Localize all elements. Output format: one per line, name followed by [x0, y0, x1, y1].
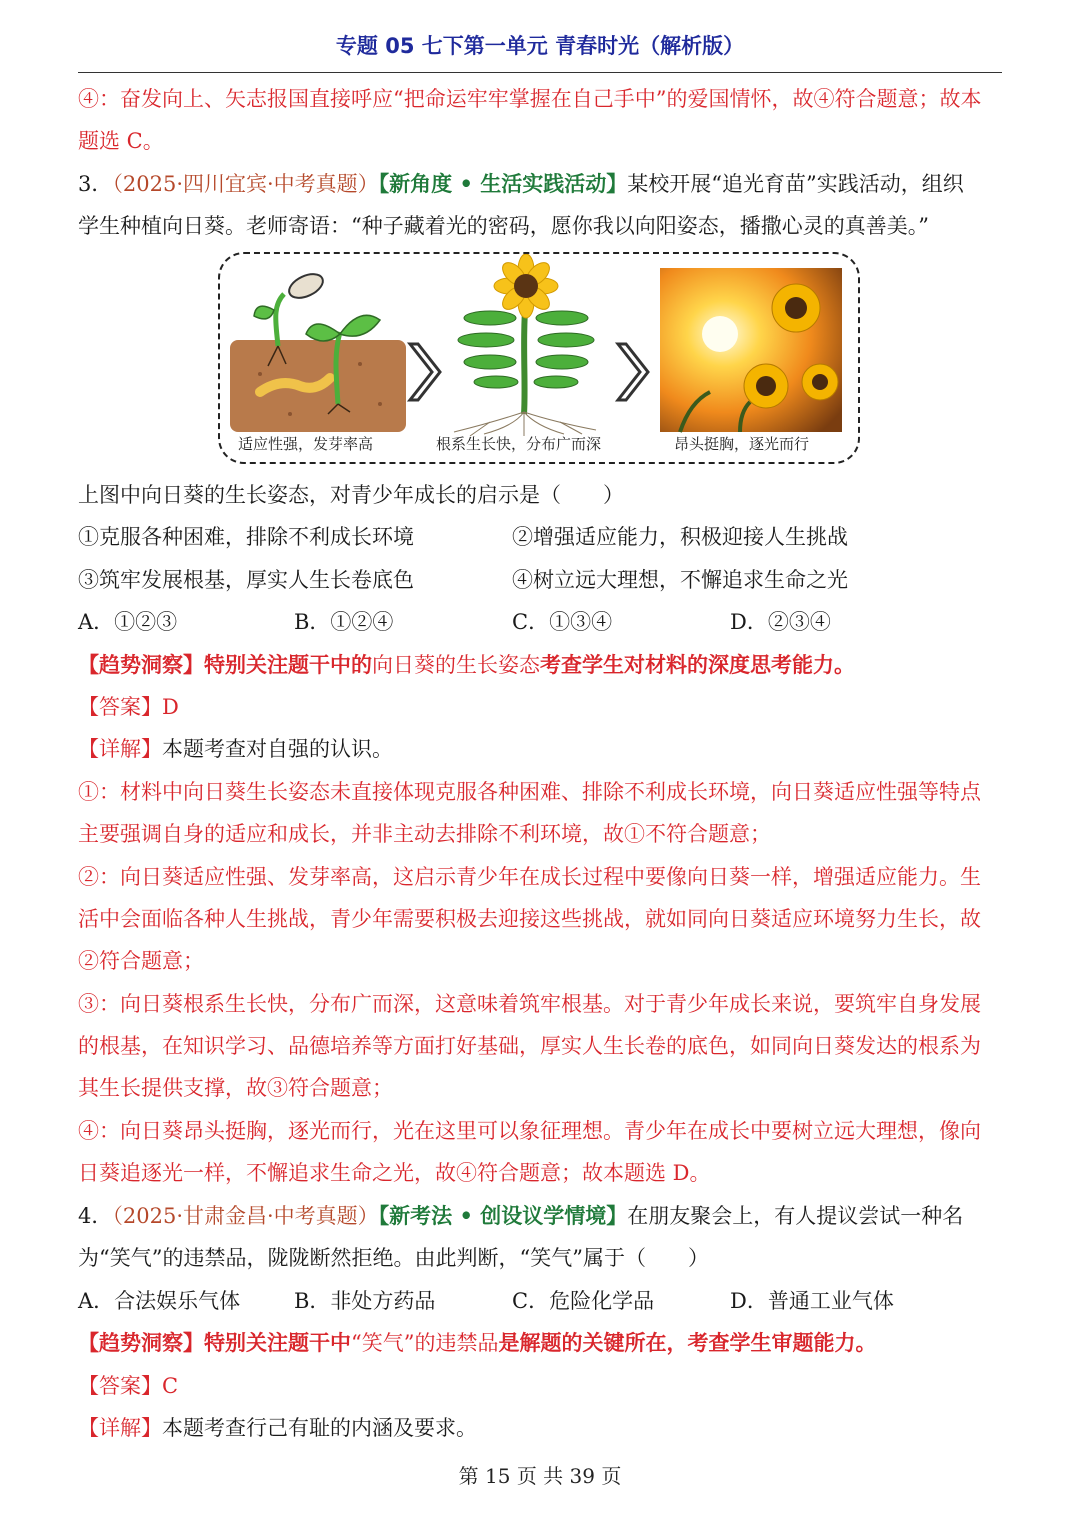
figure-caption-1: 适应性强，发芽率高 — [238, 435, 374, 453]
trend-text: 是解题的关键所在，考查学生审题能力。 — [498, 1330, 877, 1355]
q4-option-c: C．危险化学品 — [512, 1289, 655, 1313]
figure-caption-2: 根系生长快，分布广而深 — [436, 435, 602, 453]
answer-label: 【答案】 — [78, 695, 162, 719]
sunflower-illustration — [220, 254, 858, 462]
prev-explain-line: 题选 C。 — [78, 129, 164, 153]
q3-statement-1: ①克服各种困难，排除不利成长环境 — [78, 525, 414, 549]
q4-number: 4． — [78, 1204, 113, 1228]
header-rule — [78, 72, 1002, 73]
q3-explain-line: ①：材料中向日葵生长姿态未直接体现克服各种困难、排除不利成长环境，向日葵适应性强等特点 — [78, 780, 981, 804]
q3-statement-4: ④树立远大理想，不懈追求生命之光 — [512, 568, 848, 592]
q3-option-b: B．①②④ — [294, 610, 394, 634]
q3-explain-line: 活中会面临各种人生挑战，青少年需要积极去迎接这些挑战，就如同向日葵适应环境努力生长，故 — [78, 907, 981, 931]
q3-explain-line: 主要强调自身的适应和成长，并非主动去排除不利环境，故①不符合题意； — [78, 822, 771, 846]
trend-key: 向日葵的生长姿态 — [372, 653, 540, 677]
q3-trend — [78, 650, 1008, 680]
q4-trend — [78, 1328, 1008, 1358]
answer-label: 【答案】 — [78, 1374, 162, 1398]
q3-tag: 【新角度 • 生活实践活动】 — [378, 171, 628, 196]
q3-explain-line: ②符合题意； — [78, 949, 204, 973]
q3-statement-2: ②增强适应能力，积极迎接人生挑战 — [512, 525, 848, 549]
page-number: 第 15 页 共 39 页 — [458, 1464, 622, 1488]
q4-source: （2025·甘肃金昌·中考真题） — [112, 1204, 379, 1228]
arrow-icon — [410, 344, 440, 400]
detail-label: 【详解】 — [78, 737, 162, 761]
detail-text: 本题考查行己有耻的内涵及要求。 — [162, 1416, 477, 1440]
q4-option-b: B．非处方药品 — [294, 1289, 436, 1313]
q3-question: 上图中向日葵的生长姿态，对青少年成长的启示是（ ） — [78, 483, 624, 507]
trend-label: 【趋势洞察】 — [78, 652, 204, 677]
q3-detail — [78, 734, 1008, 764]
q4-option-d: D．普通工业气体 — [730, 1289, 894, 1313]
trend-text: 特别关注题干中的 — [204, 652, 372, 677]
q3-stem-line2: 学生种植向日葵。老师寄语：“种子藏着光的密码，愿你我以向阳姿态，播撒心灵的真善美。” — [78, 214, 929, 238]
q3-stem-text: 某校开展“追光育苗”实践活动，组织 — [627, 172, 964, 196]
q4-stem — [78, 1201, 1008, 1231]
q3-explain-line: 日葵追逐光一样，不懈追求生命之光，故④符合题意；故本题选 D。 — [78, 1161, 711, 1185]
q4-option-a: A．合法娱乐气体 — [78, 1289, 241, 1313]
q3-option-a: A．①②③ — [78, 610, 178, 634]
q3-source: （2025·四川宜宾·中考真题） — [112, 172, 379, 196]
q4-stem-text: 在朋友聚会上，有人提议尝试一种名 — [627, 1204, 964, 1228]
trend-text: 考查学生对材料的深度思考能力。 — [540, 652, 855, 677]
q4-tag: 【新考法 • 创设议学情境】 — [378, 1203, 628, 1228]
q3-option-c: C．①③④ — [512, 610, 613, 634]
figure-caption-3: 昂头挺胸，逐光而行 — [674, 435, 810, 453]
trend-label: 【趋势洞察】 — [78, 1330, 204, 1355]
q3-option-d: D．②③④ — [730, 610, 831, 634]
q3-explain-line: ④：向日葵昂头挺胸，逐光而行，光在这里可以象征理想。青少年在成长中要树立远大理想，像向 — [78, 1119, 981, 1143]
page-title: 专题 05 七下第一单元 青春时光（解析版） — [335, 34, 745, 58]
sprout-in-soil-image — [230, 269, 406, 432]
answer-value: C — [162, 1374, 179, 1398]
prev-explain-line: ④：奋发向上、矢志报国直接呼应“把命运牢牢掌握在自己手中”的爱国情怀，故④符合题意；故本 — [78, 87, 982, 111]
q4-detail — [78, 1413, 1008, 1443]
sunflower-roots-image — [454, 254, 596, 436]
sunflowers-sun-image — [660, 268, 842, 432]
q4-stem-line2: 为“笑气”的违禁品，陇陇断然拒绝。由此判断，“笑气”属于（ ） — [78, 1246, 709, 1270]
q3-answer — [78, 692, 1008, 722]
trend-key: “笑气”的违禁品 — [351, 1331, 499, 1355]
q3-stem — [78, 169, 1008, 199]
q3-explain-line: ②：向日葵适应性强、发芽率高，这启示青少年在成长过程中要像向日葵一样，增强适应能力。生 — [78, 865, 981, 889]
q3-explain-line: ③：向日葵根系生长快，分布广而深，这意味着筑牢根基。对于青少年成长来说，要筑牢自身发展 — [78, 992, 981, 1016]
q3-explain-line: 的根基，在知识学习、品德培养等方面打好基础，厚实人生长卷的底色，如同向日葵发达的根系为 — [78, 1034, 981, 1058]
arrow-icon — [618, 344, 648, 400]
q4-answer — [78, 1371, 1008, 1401]
q3-number: 3． — [78, 172, 113, 196]
detail-text: 本题考查对自强的认识。 — [162, 737, 393, 761]
detail-label: 【详解】 — [78, 1416, 162, 1440]
q3-explain-line: 其生长提供支撑，故③符合题意； — [78, 1076, 393, 1100]
trend-text: 特别关注题干中 — [204, 1330, 351, 1355]
sunflower-figure — [218, 252, 860, 464]
answer-value: D — [162, 695, 179, 719]
q3-statement-3: ③筑牢发展根基，厚实人生长卷底色 — [78, 568, 414, 592]
